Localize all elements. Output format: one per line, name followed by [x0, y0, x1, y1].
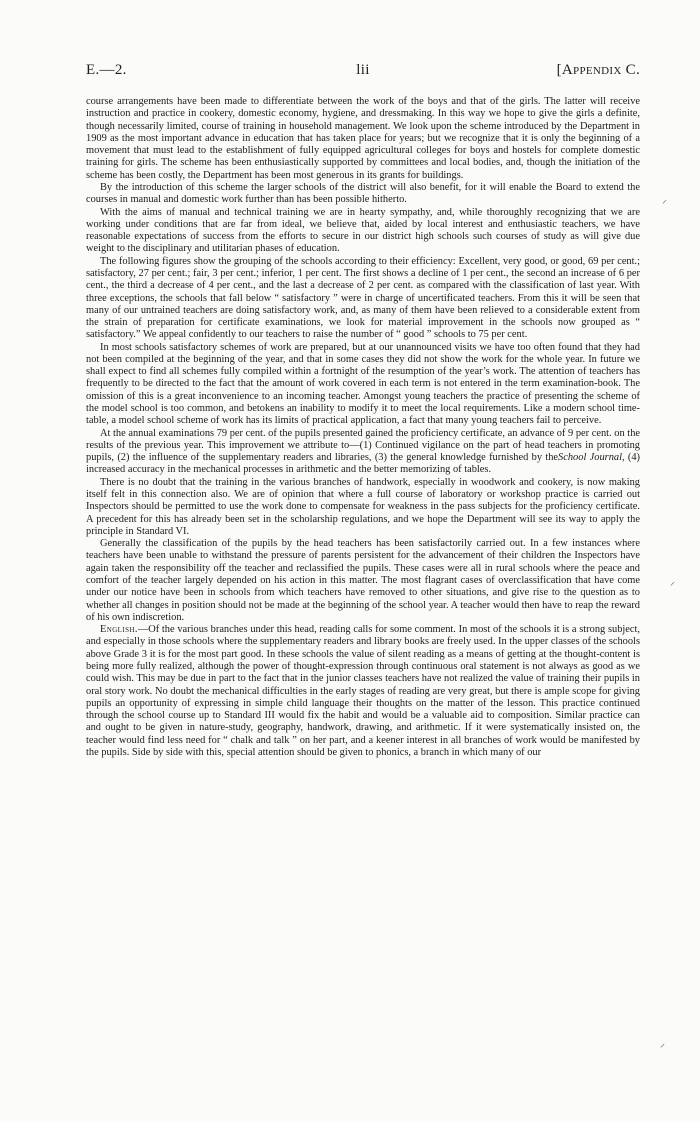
- paragraph-6-text-after: , (4) increased accuracy in the mechanical processes in arithmetic and the better memorizing of tables.: [86, 452, 641, 476]
- paragraph-8: [86, 538, 640, 624]
- margin-mark: ⸍: [670, 581, 675, 592]
- paragraph-9-text: —Of the various branches under this head, reading calls for some comment. In most of the schools it is a strong subject, and especially in those schools where the supplementary readers and library books are freely used. In the upper classes of the schools above Grade 3 it is for the most part good. In these schools the value of silent reading as a means of getting at the thought-content is being more fully realized, although the power of thought-expression through continuous oral statement is not always as good as we could wish. This may be due in part to the fact that in the junior classes teachers have not realized the value of training their pupils in oral story work. No doubt the mechanical difficulties in the early stages of reading are very great, but there is ample scope for giving pupils an opportunity of expressing in simple child language their thoughts on the matter of the lesson. This practice continued through the school course up to Standard III would fix the habit and would be a valuable aid to composition. Similar practice can and ought to be given in nature-study, geography, handwork, drawing, and arithmetic. If it were systematically insisted on, the teacher would find less need for “ chalk and talk ” on her part, and a keener interest in all branches of work would be manifested by the pupils. Side by side with this, special attention should be given to phonics, a branch in which many of our: [86, 624, 640, 758]
- paragraph-3: [86, 207, 640, 256]
- header-appendix: [Appendix C.: [556, 62, 640, 78]
- paragraph-8-text: Generally the classification of the pupils by the head teachers has been satisfactorily carried out. In a few instances where teachers have been unable to withstand the pressure of parents persistent for the advancement of their children the Inspectors have again taken the responsibility off the teacher and reclassified the pupils. These cases were all in rural schools where the peace and comfort of the teacher largely depended on his action in this matter. The most flagrant cases of overclassification that have come under our notice have been in schools from which teachers have removed to other situations, and give rise to the question as to whether all changes in position should not be made at the beginning of the school year. A teacher would then have to reap the reward of his own indiscretion.: [86, 538, 640, 623]
- paragraph-2-text: By the introduction of this scheme the larger schools of the district will also benefit, for it will enable the Board to extend the courses in manual and domestic work further than has been possible hitherto.: [86, 181, 640, 206]
- margin-mark: ⸍: [660, 1043, 665, 1054]
- paragraph-6: [86, 428, 640, 477]
- page-header: [86, 62, 640, 82]
- paragraph-7: [86, 477, 640, 538]
- header-reference: E.—2.: [86, 62, 127, 78]
- paragraph-4-text: The following figures show the grouping of the schools according to their efficiency: Excellent, very good, or good, 69 per cent.; satisfactory, 27 per cent.; fair, 3 per cent.; inferior, 1 per cent. The first shows a decline of 1 per cent., the second an increase of 6 per cent., the third a decrease of 4 per cent., and the last a decrease of 2 per cent. as compared with the classification of last year. With three exceptions, the schools that fall below “ satisfactory ” were in charge of uncertificated teachers. From this it will be seen that many of our untrained teachers are doing satisfactory work, and, as many of them have been relieved to a considerable extent from the strain of preparation for certificate examinations, we look for material improvement in the schools now grouped as “ satisfactory.” We appeal confidently to our teachers to raise the number of “ good ” schools to 75 per cent.: [86, 255, 640, 341]
- journal-title: School Journal: [558, 452, 622, 464]
- paragraph-9: [86, 624, 640, 759]
- section-heading-english: English.: [100, 624, 138, 636]
- paragraph-6-text: At the annual examinations 79 per cent. of the pupils presented gained the proficiency certificate, an advance of 9 per cent. on the results of the previous year. This improvement we attribute to—(1) Continued vigilance on the part of head teachers in promoting pupils, (2) the influence of the supplementary readers and libraries, (3) the general knowledge furnished by the: [86, 427, 640, 464]
- paragraph-4: [86, 256, 640, 342]
- paragraph-7-text: There is no doubt that the training in the various branches of handwork, especially in woodwork and cookery, is now making itself felt in this connection also. We are of opinion that where a full course of laboratory or workshop practice is carried out Inspectors should be permitted to use the work done to compensate for weakness in the pass subjects for the proficiency certificate. A precedent for this has already been set in the scholarship regulations, and we hope the Department will see its way to apply the principle in Standard VI.: [86, 476, 640, 537]
- paragraph-5: [86, 342, 640, 428]
- paragraph-5-text: In most schools satisfactory schemes of work are prepared, but at our unannounced visits we have too often found that they had not been compiled at the beginning of the year, and that in some cases they did not show the work for the whole year. In future we shall expect to find all schemes fully compiled within a fortnight of the resumption of the year’s work. The attention of teachers has frequently to be directed to the fact that the amount of work covered in each term is not entered in the term examination-book. The omission of this is a great inconvenience to an incoming teacher. Amongst young teachers the practice of presenting the scheme of the model school is too common, and betokens an inability to modify it to meet the local requirements. Like a modern school time-table, a model school scheme of work has its limits of practical application, a fact that many young teachers fail to perceive.: [86, 341, 640, 427]
- body-text: [86, 96, 640, 759]
- paragraph-2: [86, 182, 640, 207]
- page-number: lii: [356, 62, 370, 78]
- paragraph-1-text: course arrangements have been made to differentiate between the work of the boys and that of the girls. The latter will receive instruction and practice in cookery, domestic economy, hygiene, and dressmaking. In this way we hope to give the girls a definite, though necessarily limited, course of training in household management. We look upon the scheme introduced by the Department in 1909 as the most important advance in education that has taken place for years; but we recognize that it is only the beginning of a movement that must lead to the establishment of fully equipped agricultural colleges for boys and hostels for complete domestic training for girls. The scheme has been enthusiastically supported by committees and local bodies, and, though the initiation of the scheme has been costly, the Department has been most generous in its grants for buildings.: [86, 96, 640, 181]
- paragraph-3-text: With the aims of manual and technical training we are in hearty sympathy, and, while thoroughly recognizing that we are working under conditions that are far from ideal, we believe that, aided by local interest and enthusiastic teachers, we have reasonable expectations of success from the efforts to secure in our district high schools such courses of study as will give due weight to the disciplinary and utilitarian phases of education.: [86, 206, 640, 255]
- paragraph-1: [86, 96, 640, 182]
- margin-mark: ⸍: [662, 199, 667, 210]
